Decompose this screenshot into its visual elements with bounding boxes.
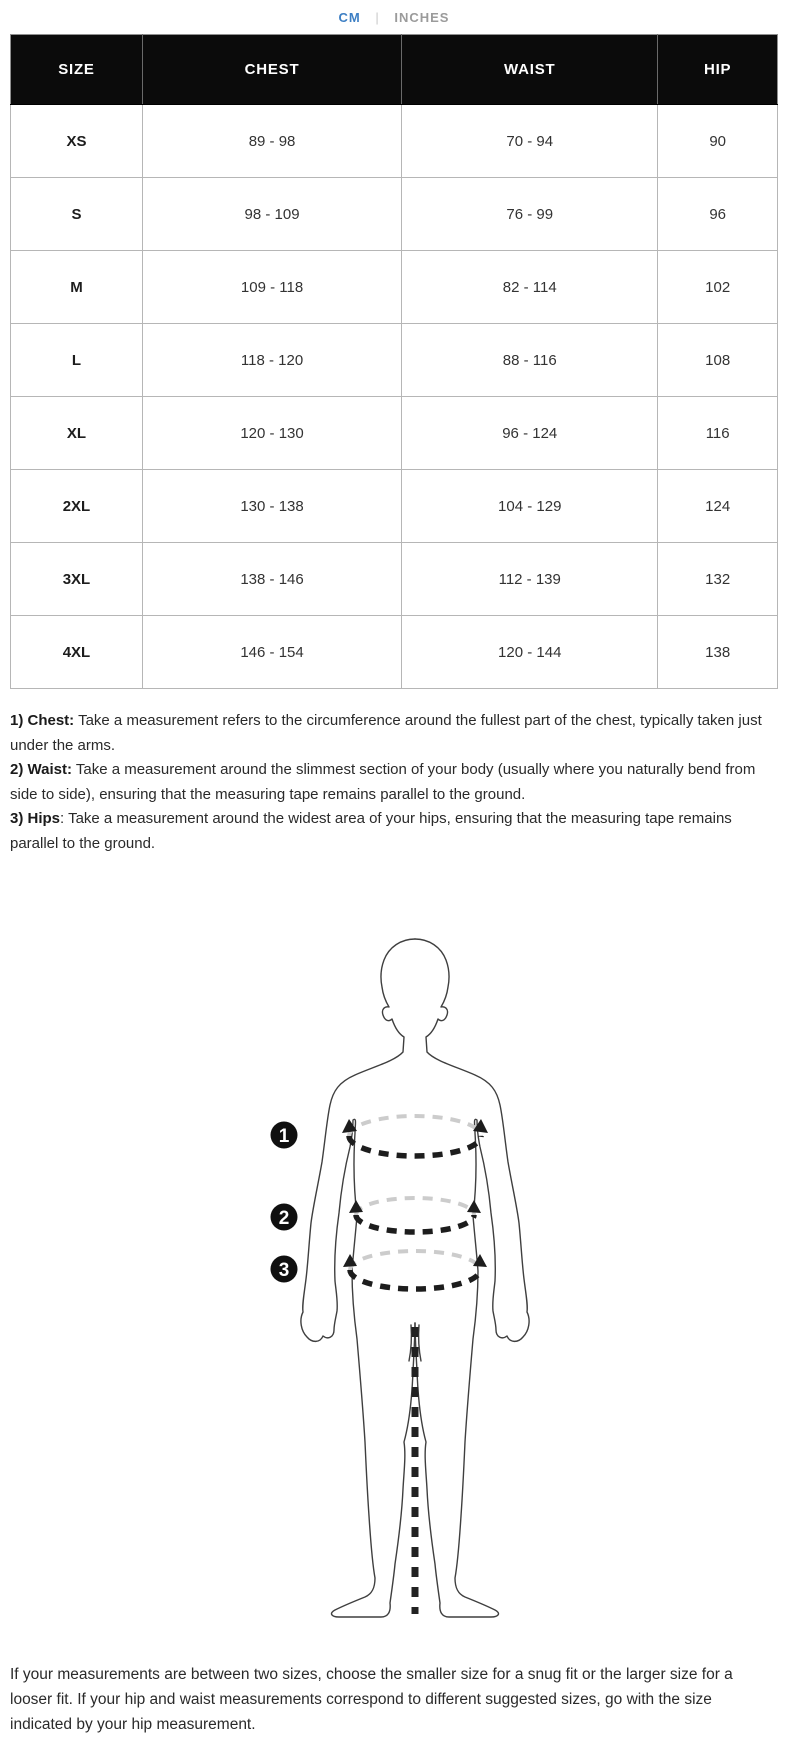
chest-cell: 146 - 154 [142,616,401,689]
tab-cm[interactable]: CM [338,10,361,25]
hip-cell: 138 [658,616,778,689]
waist-cell: 76 - 99 [402,178,658,251]
header-cell-waist: WAIST [402,35,658,105]
note-chest [10,709,778,758]
size-table [10,34,778,689]
table-header-row [11,35,778,105]
header-cell-size: SIZE [11,35,143,105]
marker-3-label: 3 [278,1259,290,1281]
body-diagram-section [0,857,788,1662]
hip-cell: 124 [658,470,778,543]
waist-cell: 70 - 94 [402,105,658,178]
marker-3-badge [271,1255,298,1282]
chest-measure-ellipse [342,1116,488,1156]
table-row [11,616,778,689]
table-row [11,324,778,397]
hip-cell: 102 [658,251,778,324]
table-row [11,543,778,616]
hip-arrow-left [343,1254,357,1267]
size-cell: 4XL [11,616,143,689]
chest-cell: 98 - 109 [142,178,401,251]
note-chest-text: Take a measurement refers to the circumference around the fullest part of the chest, typically taken just under the arms. [10,712,762,754]
size-cell: M [11,251,143,324]
note-waist [10,758,778,807]
chest-cell: 138 - 146 [142,543,401,616]
note-hips-lead: 3) Hips [10,810,61,828]
marker-2-badge [271,1203,298,1230]
marker-1-badge [271,1121,298,1148]
units-toggle [0,0,788,25]
note-waist-lead: 2) Waist: [10,761,72,779]
body-diagram [265,919,565,1619]
hip-cell: 116 [658,397,778,470]
chest-cell: 130 - 138 [142,470,401,543]
note-chest-lead: 1) Chest: [10,712,75,729]
note-waist-text: Take a measurement around the slimmest section of your body (usually where you naturally bend from side to side), ensuring that the measuring tape remains parallel to the ground. [10,761,756,803]
size-cell: 2XL [11,470,143,543]
chest-cell: 89 - 98 [142,105,401,178]
waist-arrow-right [467,1200,481,1213]
marker-2-label: 2 [278,1207,290,1229]
table-row [11,251,778,324]
waist-cell: 112 - 139 [402,543,658,616]
waist-cell: 104 - 129 [402,470,658,543]
waist-measure-ellipse [349,1198,481,1232]
table-row [11,470,778,543]
hip-cell: 108 [658,324,778,397]
marker-1-label: 1 [278,1125,290,1147]
note-hips-text: : Take a measurement around the widest area of your hips, ensuring that the measuring tape remains parallel to the ground. [10,810,732,852]
header-cell-chest: CHEST [142,35,401,105]
size-cell: XL [11,397,143,470]
header-cell-hip: HIP [658,35,778,105]
hip-cell: 90 [658,105,778,178]
waist-cell: 82 - 114 [402,251,658,324]
hip-cell: 132 [658,543,778,616]
size-cell: S [11,178,143,251]
tab-inches[interactable]: INCHES [394,10,450,25]
chest-cell: 109 - 118 [142,251,401,324]
chest-cell: 120 - 130 [142,397,401,470]
waist-cell: 120 - 144 [402,616,658,689]
table-row [11,397,778,470]
size-cell: XS [11,105,143,178]
hip-cell: 96 [658,178,778,251]
waist-cell: 96 - 124 [402,397,658,470]
chest-cell: 118 - 120 [142,324,401,397]
size-cell: 3XL [11,543,143,616]
note-hips [10,807,778,856]
table-row [11,105,778,178]
size-cell: L [11,324,143,397]
waist-cell: 88 - 116 [402,324,658,397]
tab-divider: | [375,10,380,25]
fit-note: If your measurements are between two sizes, choose the smaller size for a snug fit or the larger size for a looser fit. If your hip and waist measurements correspond to different suggested sizes, go with the size indicated by your hip measurement. [10,1665,733,1734]
hip-measure-ellipse [343,1251,487,1289]
measurement-notes [10,709,778,857]
table-row [11,178,778,251]
